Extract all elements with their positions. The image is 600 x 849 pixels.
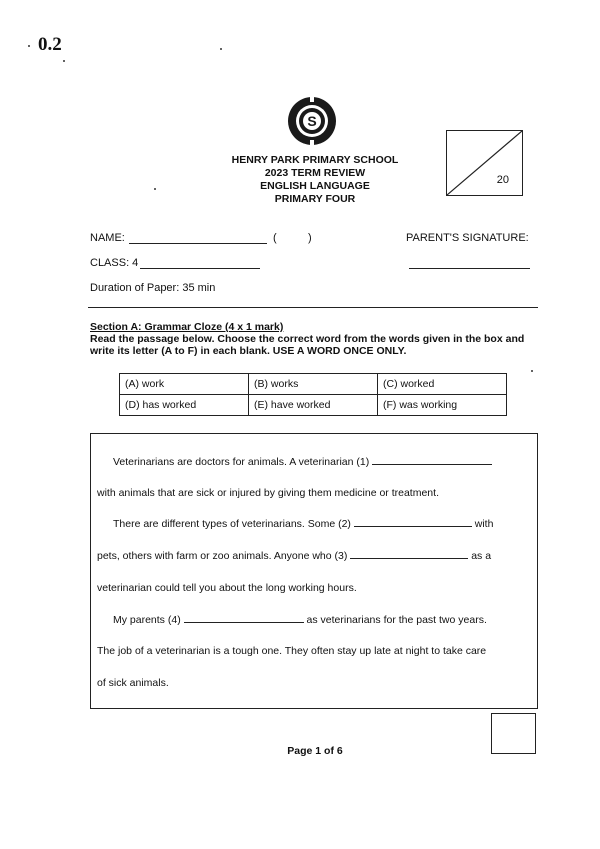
option-e: (E) have worked (249, 395, 378, 416)
passage-line-2 (97, 487, 439, 499)
passage-line-8 (97, 677, 169, 689)
scan-speck (28, 45, 30, 47)
class-label: CLASS: 4 (90, 257, 139, 269)
option-d: (D) has worked (120, 395, 249, 416)
passage-text: veterinarian could tell you about the long working hours. (97, 582, 357, 594)
score-diagonal (447, 131, 522, 195)
school-heading (200, 154, 430, 206)
option-c: (C) worked (378, 374, 507, 395)
school-logo (287, 96, 337, 146)
score-box (446, 130, 523, 196)
passage-line-5 (97, 582, 357, 594)
passage-text: Veterinarians are doctors for animals. A veterinarian (1) (113, 456, 370, 468)
signature-label: PARENT'S SIGNATURE: (406, 232, 529, 244)
signature-field[interactable] (409, 268, 530, 269)
options-table (119, 373, 507, 416)
scan-speck (154, 188, 156, 190)
passage-text: pets, others with farm or zoo animals. Anyone who (3) (97, 550, 348, 562)
passage-text: My parents (4) (113, 614, 181, 626)
scan-speck (63, 60, 65, 62)
passage-line-1 (113, 456, 492, 468)
answer-blank-4[interactable] (184, 621, 304, 623)
passage-text: as a (471, 550, 492, 562)
option-f: (F) was working (378, 395, 507, 416)
section-divider (88, 307, 538, 308)
options-row (120, 374, 507, 395)
answer-blank-3[interactable] (350, 557, 468, 559)
register-paren-open: ( (273, 232, 277, 244)
register-paren-close: ) (308, 232, 312, 244)
name-field[interactable] (129, 243, 267, 244)
logo-letter: S (307, 113, 317, 129)
page-number: Page 1 of 6 (287, 745, 343, 757)
option-a: (A) work (120, 374, 249, 395)
answer-blank-1[interactable] (372, 463, 492, 465)
scan-speck (531, 370, 533, 372)
passage-text: The job of a veterinarian is a tough one. They often stay up late at night to take care (97, 645, 487, 657)
subject-title: ENGLISH LANGUAGE (260, 180, 370, 192)
option-b: (B) works (249, 374, 378, 395)
passage-text: of sick animals. (97, 677, 169, 689)
class-field[interactable] (140, 268, 260, 269)
school-name: HENRY PARK PRIMARY SCHOOL (231, 154, 399, 166)
options-row (120, 395, 507, 416)
answer-blank-2[interactable] (354, 525, 472, 527)
scan-speck (220, 48, 222, 50)
passage-line-4 (97, 550, 491, 562)
exam-title: 2023 TERM REVIEW (264, 167, 366, 179)
passage-text: with (474, 518, 494, 530)
level-title: PRIMARY FOUR (274, 193, 356, 205)
score-total: 20 (496, 174, 509, 186)
passage-box (90, 433, 538, 709)
section-instructions: Read the passage below. Choose the correct word from the words given in the box and write its letter (A to F) in each blank. USE A WORD ONCE ONLY. (90, 333, 525, 357)
passage-text: as veterinarians for the past two years. (306, 614, 487, 626)
passage-line-3 (113, 518, 493, 530)
passage-text: with animals that are sick or injured by giving them medicine or treatment. (97, 487, 439, 499)
passage-line-7 (97, 645, 486, 657)
duration-text: Duration of Paper: 35 min (90, 282, 216, 294)
name-label: NAME: (90, 232, 125, 244)
page-label: 0.2 (38, 34, 62, 55)
section-title: Section A: Grammar Cloze (4 x 1 mark) (90, 321, 284, 333)
passage-text: There are different types of veterinarians. Some (2) (113, 518, 351, 530)
passage-line-6 (113, 614, 487, 626)
